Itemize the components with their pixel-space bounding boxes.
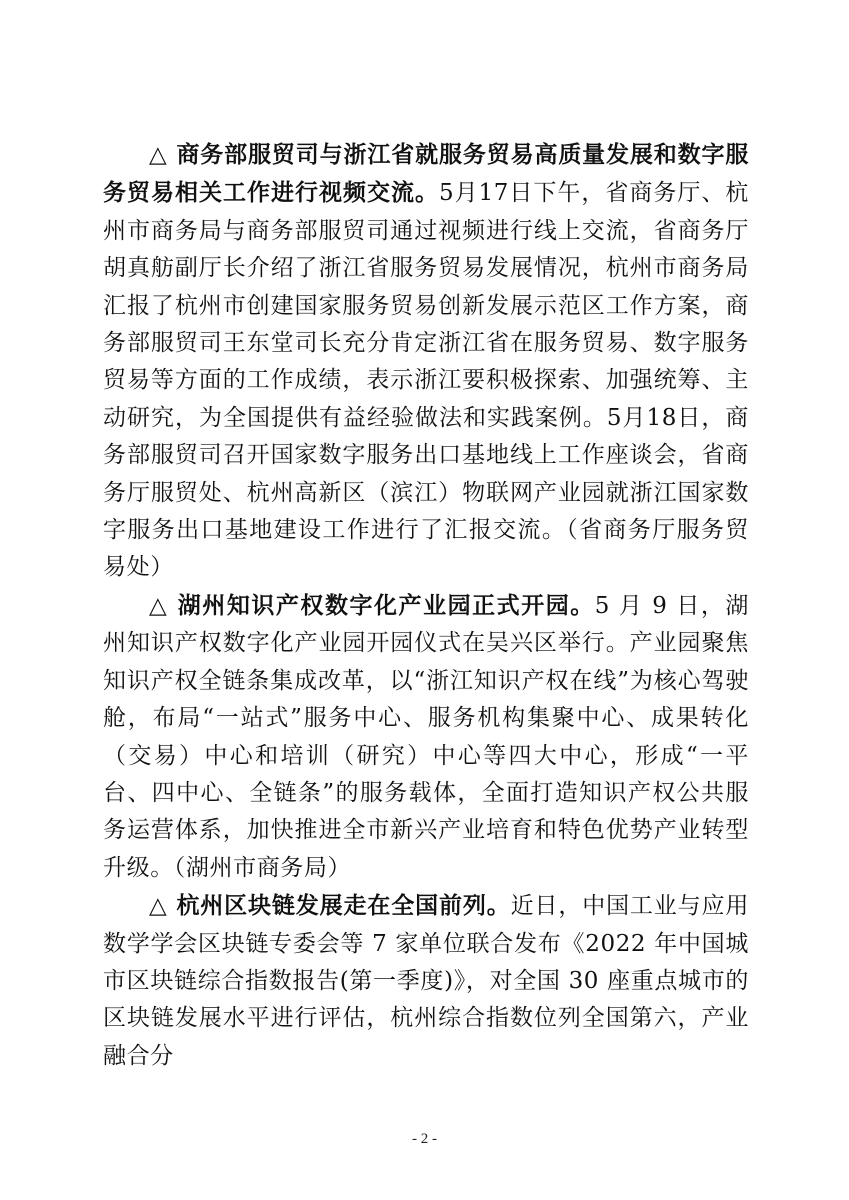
document-body [103,136,749,1075]
news-item-3-title: 杭州区块链发展走在全国前列。 [176,892,511,920]
news-item-1-title: 商务部服贸司与浙江省就服务贸易高质量发展和数字服务贸易相关工作进行视频交流。 [103,141,749,207]
page-number: - 2 - [412,1131,437,1147]
news-item-2-title: 湖州知识产权数字化产业园正式开园。 [177,591,595,619]
news-item-1-body: 5月17日下午，省商务厅、杭州市商务局与商务部服贸司通过视频进行线上交流，省商务厅胡真舫副厅长介绍了浙江省服务贸易发展情况，杭州市商务局汇报了杭州市创建国家服务贸易创新发展示范区工作方案，商务部服贸司王东堂司长充分肯定浙江省在服务贸易、数字服务贸易等方面的工作成绩，表示浙江要积极探索、加强统筹、主动研究，为全国提供有益经验做法和实践案例。5月18日，商务部服贸司召开国家数字服务出口基地线上工作座谈会，省商务厅服贸处、杭州高新区（滨江）物联网产业园就浙江国家数字服务出口基地建设工作进行了汇报交流。（省商务厅服务贸易处） [103,180,749,581]
news-item-3-body: 近日，中国工业与应用数学学会区块链专委会等 7 家单位联合发布《2022 年中国城市区块链综合指数报告(第一季度)》，对全国 30 座重点城市的区块链发展水平进行评估，杭州综合指数位列全国第六，产业融合分 [103,893,750,1069]
news-item-2 [103,587,749,887]
news-item-2-heading [149,592,595,619]
triangle-bullet-icon: △ [149,591,178,619]
news-item-1 [103,136,749,587]
news-item-2-body: 5 月 9 日，湖州知识产权数字化产业园开园仪式在吴兴区举行。产业园聚焦知识产权全链条集成改革，以“浙江知识产权在线”为核心驾驶舱，布局“一站式”服务中心、服务机构集聚中心、成果转化（交易）中心和培训（研究）中心等四大中心，形成“一平台、四中心、全链条”的服务载体，全面打造知识产权公共服务运营体系，加快推进全市新兴产业培育和特色优势产业转型升级。（湖州市商务局） [103,592,749,881]
news-item-3 [103,887,749,1075]
triangle-bullet-icon: △ [149,141,177,168]
triangle-bullet-icon: △ [149,892,177,920]
news-item-3-heading [149,892,511,919]
